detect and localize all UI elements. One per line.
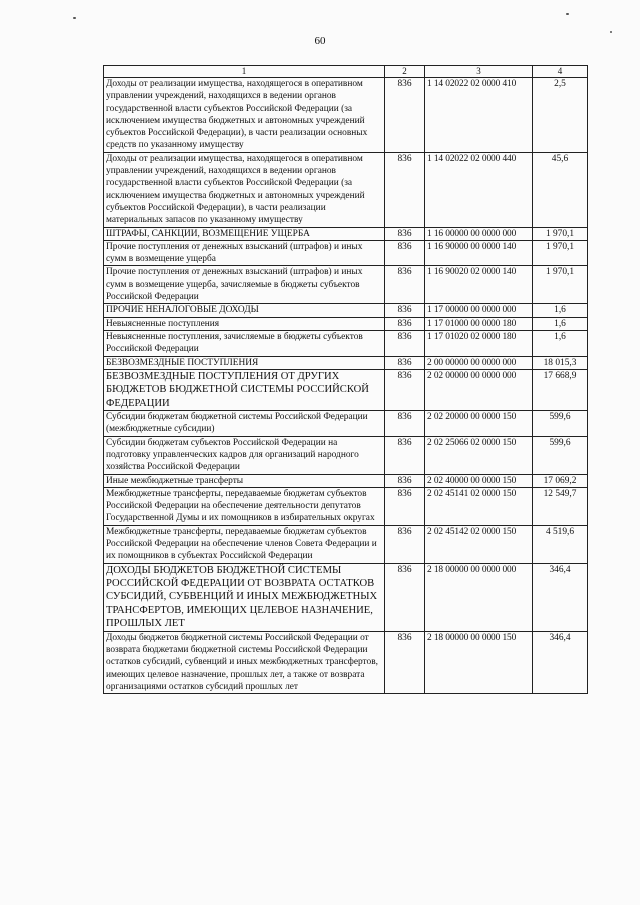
row-admin-code-cell: 836 xyxy=(385,227,425,240)
row-budget-code-cell: 1 14 02022 02 0000 440 xyxy=(425,152,533,227)
table-row xyxy=(104,474,588,487)
row-budget-code-cell: 1 17 01000 00 0000 180 xyxy=(425,317,533,330)
row-admin-code-cell: 836 xyxy=(385,436,425,474)
row-budget-code-cell: 1 16 90000 00 0000 140 xyxy=(425,240,533,266)
row-name-cell: ДОХОДЫ БЮДЖЕТОВ БЮДЖЕТНОЙ СИСТЕМЫ РОССИЙСКОЙ ФЕДЕРАЦИИ ОТ ВОЗВРАТА ОСТАТКОВ СУБСИДИЙ, СУБВЕНЦИЙ И ИНЫХ МЕЖБЮДЖЕТНЫХ ТРАНСФЕРТОВ, ИМЕЮЩИХ ЦЕЛЕВОЕ НАЗНАЧЕНИЕ, ПРОШЛЫХ ЛЕТ xyxy=(104,563,385,631)
scan-speck xyxy=(566,13,569,15)
row-admin-code-cell: 836 xyxy=(385,525,425,563)
row-budget-code-cell: 1 16 90020 02 0000 140 xyxy=(425,266,533,304)
row-budget-code-cell: 2 02 45141 02 0000 150 xyxy=(425,487,533,525)
page-number: 60 xyxy=(314,35,326,47)
row-admin-code-cell: 836 xyxy=(385,152,425,227)
row-name-cell: Субсидии бюджетам субъектов Российской Федерации на подготовку управленческих кадров для организаций народного хозяйства Российской Федерации xyxy=(104,436,385,474)
row-admin-code-cell: 836 xyxy=(385,266,425,304)
row-name-cell: Невыясненные поступления, зачисляемые в бюджеты субъектов Российской Федерации xyxy=(104,330,385,356)
row-budget-code-cell: 2 02 40000 00 0000 150 xyxy=(425,474,533,487)
column-header-3: 3 xyxy=(425,66,533,78)
row-amount-cell: 1 970,1 xyxy=(533,240,588,266)
row-amount-cell: 12 549,7 xyxy=(533,487,588,525)
row-amount-cell: 1 970,1 xyxy=(533,227,588,240)
row-budget-code-cell: 1 17 00000 00 0000 000 xyxy=(425,304,533,317)
row-name-cell: БЕЗВОЗМЕЗДНЫЕ ПОСТУПЛЕНИЯ xyxy=(104,356,385,369)
row-name-cell: Невыясненные поступления xyxy=(104,317,385,330)
scan-speck xyxy=(610,31,612,33)
row-name-cell: Субсидии бюджетам бюджетной системы Российской Федерации (межбюджетные субсидии) xyxy=(104,411,385,437)
row-amount-cell: 45,6 xyxy=(533,152,588,227)
row-budget-code-cell: 1 17 01020 02 0000 180 xyxy=(425,330,533,356)
table-row xyxy=(104,631,588,693)
row-budget-code-cell: 1 14 02022 02 0000 410 xyxy=(425,78,533,153)
row-admin-code-cell: 836 xyxy=(385,411,425,437)
row-admin-code-cell: 836 xyxy=(385,317,425,330)
row-admin-code-cell: 836 xyxy=(385,474,425,487)
row-name-cell: Доходы от реализации имущества, находящегося в оперативном управлении учреждений, находящихся в ведении органов государственной власти субъектов Российской Федерации (за исключением имущества бюджетных и автономных учреждений субъектов Российской Федерации), в части реализации основных средств по указанному имуществу xyxy=(104,78,385,153)
table-row xyxy=(104,317,588,330)
row-admin-code-cell: 836 xyxy=(385,330,425,356)
row-name-cell: Прочие поступления от денежных взысканий (штрафов) и иных сумм в возмещение ущерба, зачисляемые в бюджеты субъектов Российской Федерации xyxy=(104,266,385,304)
row-budget-code-cell: 1 16 00000 00 0000 000 xyxy=(425,227,533,240)
row-budget-code-cell: 2 02 00000 00 0000 000 xyxy=(425,369,533,410)
row-admin-code-cell: 836 xyxy=(385,369,425,410)
row-admin-code-cell: 836 xyxy=(385,240,425,266)
row-amount-cell: 346,4 xyxy=(533,631,588,693)
row-amount-cell: 1,6 xyxy=(533,330,588,356)
row-amount-cell: 346,4 xyxy=(533,563,588,631)
row-amount-cell: 599,6 xyxy=(533,436,588,474)
row-name-cell: Иные межбюджетные трансферты xyxy=(104,474,385,487)
table-body xyxy=(104,78,588,694)
row-amount-cell: 1 970,1 xyxy=(533,266,588,304)
row-admin-code-cell: 836 xyxy=(385,304,425,317)
table-row xyxy=(104,330,588,356)
table-row xyxy=(104,152,588,227)
column-header-1: 1 xyxy=(104,66,385,78)
table-row xyxy=(104,78,588,153)
table-row xyxy=(104,227,588,240)
table-row xyxy=(104,266,588,304)
table-row xyxy=(104,563,588,631)
row-name-cell: Межбюджетные трансферты, передаваемые бюджетам субъектов Российской Федерации на обеспечение членов Совета Федерации и их помощников в субъектах Российской Федерации xyxy=(104,525,385,563)
table-row xyxy=(104,304,588,317)
row-admin-code-cell: 836 xyxy=(385,78,425,153)
row-admin-code-cell: 836 xyxy=(385,563,425,631)
table-row xyxy=(104,525,588,563)
budget-revenue-table xyxy=(103,65,588,694)
row-name-cell: ПРОЧИЕ НЕНАЛОГОВЫЕ ДОХОДЫ xyxy=(104,304,385,317)
scan-speck xyxy=(73,17,76,19)
column-header-2: 2 xyxy=(385,66,425,78)
row-name-cell: Доходы от реализации имущества, находящегося в оперативном управлении учреждений, находящихся в ведении органов государственной власти субъектов Российской Федерации (за исключением имущества бюджетных и автономных учреждений субъектов Российской Федерации), в части реализации материальных запасов по указанному имуществу xyxy=(104,152,385,227)
table-row xyxy=(104,411,588,437)
row-budget-code-cell: 2 18 00000 00 0000 000 xyxy=(425,563,533,631)
row-name-cell: БЕЗВОЗМЕЗДНЫЕ ПОСТУПЛЕНИЯ ОТ ДРУГИХ БЮДЖЕТОВ БЮДЖЕТНОЙ СИСТЕМЫ РОССИЙСКОЙ ФЕДЕРАЦИИ xyxy=(104,369,385,410)
table-row xyxy=(104,240,588,266)
row-admin-code-cell: 836 xyxy=(385,487,425,525)
row-budget-code-cell: 2 02 25066 02 0000 150 xyxy=(425,436,533,474)
row-amount-cell: 599,6 xyxy=(533,411,588,437)
row-amount-cell: 18 015,3 xyxy=(533,356,588,369)
table-row xyxy=(104,369,588,410)
row-amount-cell: 4 519,6 xyxy=(533,525,588,563)
table-row xyxy=(104,436,588,474)
table-row xyxy=(104,487,588,525)
row-amount-cell: 17 668,9 xyxy=(533,369,588,410)
row-name-cell: Доходы бюджетов бюджетной системы Российской Федерации от возврата бюджетами бюджетной системы Российской Федерации остатков субсидий, субвенций и иных межбюджетных трансфертов, имеющих целевое назначение, прошлых лет, а также от возврата организациями остатков субсидий прошлых лет xyxy=(104,631,385,693)
column-header-4: 4 xyxy=(533,66,588,78)
row-amount-cell: 17 069,2 xyxy=(533,474,588,487)
row-amount-cell: 1,6 xyxy=(533,317,588,330)
table-row xyxy=(104,356,588,369)
row-budget-code-cell: 2 00 00000 00 0000 000 xyxy=(425,356,533,369)
row-name-cell: Прочие поступления от денежных взысканий (штрафов) и иных сумм в возмещение ущерба xyxy=(104,240,385,266)
row-budget-code-cell: 2 02 20000 00 0000 150 xyxy=(425,411,533,437)
row-amount-cell: 1,6 xyxy=(533,304,588,317)
row-budget-code-cell: 2 02 45142 02 0000 150 xyxy=(425,525,533,563)
table-header-row xyxy=(104,66,588,78)
row-budget-code-cell: 2 18 00000 00 0000 150 xyxy=(425,631,533,693)
row-name-cell: Межбюджетные трансферты, передаваемые бюджетам субъектов Российской Федерации на обеспечение деятельности депутатов Государственной Думы и их помощников в избирательных округах xyxy=(104,487,385,525)
row-admin-code-cell: 836 xyxy=(385,356,425,369)
row-name-cell: ШТРАФЫ, САНКЦИИ, ВОЗМЕЩЕНИЕ УЩЕРБА xyxy=(104,227,385,240)
row-admin-code-cell: 836 xyxy=(385,631,425,693)
row-amount-cell: 2,5 xyxy=(533,78,588,153)
